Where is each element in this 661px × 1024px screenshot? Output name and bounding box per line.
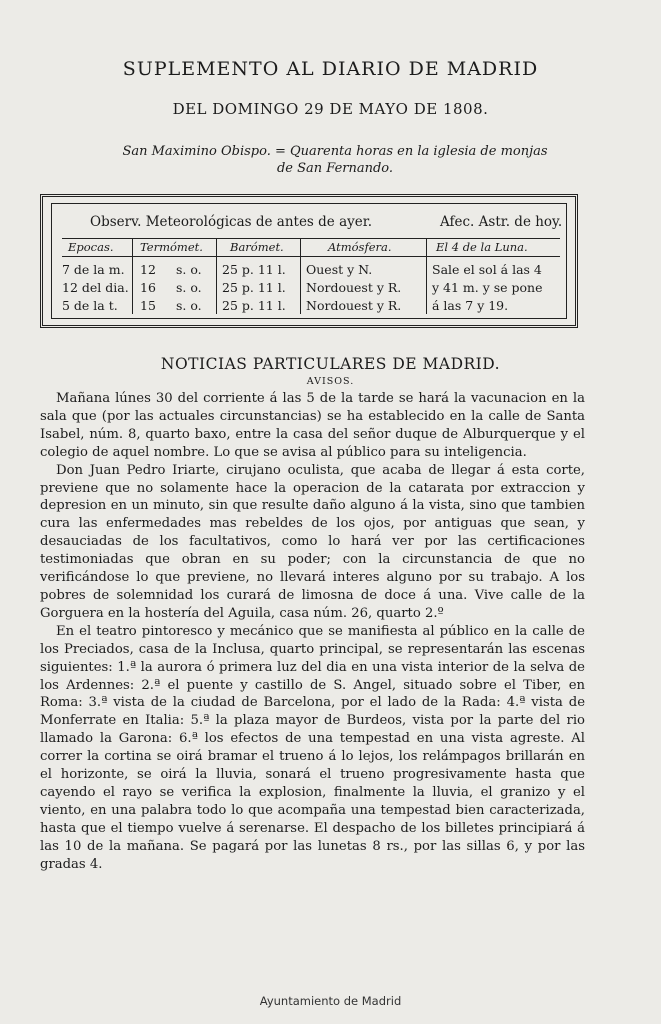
saints-line-1: San Maximino Obispo. = Quarenta horas en la iglesia de monjas — [122, 144, 548, 159]
cell-epoca: 5 de la t. — [62, 298, 118, 313]
cell-temp: 12 — [140, 262, 156, 277]
cell-epoca: 7 de la m. — [62, 262, 125, 277]
cell-baro: 25 p. 11 l. — [222, 280, 286, 295]
cell-so: s. o. — [176, 298, 202, 313]
col-header-epocas: Epocas. — [68, 240, 114, 254]
cell-so: s. o. — [176, 280, 202, 295]
cell-astro: á las 7 y 19. — [432, 298, 509, 313]
cell-atmos: Nordouest y R. — [306, 280, 402, 295]
cell-temp: 15 — [140, 298, 156, 313]
col-header-baromet: Barómet. — [230, 240, 284, 254]
cell-astro: Sale el sol á las 4 — [432, 262, 542, 277]
subsection-title: AVISOS. — [306, 376, 355, 387]
cell-epoca: 12 del dia. — [62, 280, 129, 295]
section-title: NOTICIAS PARTICULARES DE MADRID. — [160, 355, 501, 373]
page-title: SUPLEMENTO AL DIARIO DE MADRID — [122, 58, 539, 80]
paragraph: Don Juan Pedro Iriarte, cirujano oculista, que acaba de llegar á esta corte, previene que no solamente hace la operacion de la catarata por extraccion y depresion en un minuto, sin que resulte daño alguno á la vista, sino que tambien cura las enfermedades mas rebeldes de los ojos, por antiguas que sean, y desauciadas de los facultativos, como lo hará ver por las certificaciones testimoniadas que obran en su poder; con la circunstancia de que no verificándose lo que previene, no llevará interes alguno por su trabajo. A los pobres de solemnidad los curará de limosna de doce á una. Vive calle de la Gorguera en la hostería del Aguila, casa núm. 26, quarto 2.º — [40, 462, 585, 621]
article-body — [40, 390, 585, 873]
cell-atmos: Nordouest y R. — [306, 298, 402, 313]
date-line: DEL DOMINGO 29 DE MAYO DE 1808. — [172, 100, 489, 118]
archive-footer: Ayuntamiento de Madrid — [259, 994, 402, 1008]
weather-table — [40, 194, 578, 328]
weather-header-left: Observ. Meteorológicas de antes de ayer. — [90, 214, 373, 230]
saints-line-2: de San Fernando. — [276, 161, 394, 176]
table-rule — [62, 238, 560, 239]
saints-note — [50, 143, 620, 177]
paragraph: Mañana lúnes 30 del corriente á las 5 de la tarde se hará la vacunacion en la sala que (por las actuales circunstancias) se ha establecido en la calle de Santa Isabel, núm. 8, quarto baxo, entre la casa del señor duque de Alburquerque y el colegio de aquel nombre. Lo que se avisa al público para su inteligencia. — [40, 391, 585, 460]
cell-baro: 25 p. 11 l. — [222, 262, 286, 277]
table-rule — [62, 256, 560, 257]
cell-so: s. o. — [176, 262, 202, 277]
weather-header-right: Afec. Astr. de hoy. — [440, 214, 563, 230]
col-header-luna: El 4 de la Luna. — [436, 240, 528, 254]
col-header-atmosfera: Atmósfera. — [328, 240, 392, 254]
col-header-termomet: Termómet. — [140, 240, 203, 254]
cell-astro: y 41 m. y se pone — [432, 280, 543, 295]
cell-atmos: Ouest y N. — [306, 262, 373, 277]
table-row — [52, 298, 566, 315]
cell-temp: 16 — [140, 280, 156, 295]
table-row — [52, 280, 566, 297]
table-row — [52, 262, 566, 279]
weather-table-frame — [51, 203, 567, 319]
paragraph: En el teatro pintoresco y mecánico que se manifiesta al público en la calle de los Preciados, casa de la Inclusa, quarto principal, se representarán las escenas siguientes: 1.ª la aurora ó primera luz del dia en una vista interior de la selva de los Ardennes: 2.ª el puente y castillo de S. Angel, situado sobre el Tiber, en Roma: 3.ª vista de la ciudad de Barcelona, por el lado de la Rada: 4.ª vista de Monferrate en Italia: 5.ª la plaza mayor de Burdeos, vista por la parte del rio llamado la Garona: 6.ª los efectos de una tempestad en una vista agreste. Al correr la cortina se oirá bramar el trueno á lo lejos, los relámpagos brillarán en el horizonte, se oirá la lluvia, sonará el trueno progresivamente hasta que cayendo el rayo se verifica la explosion, finalmente la lluvia, el granizo y el viento, en una palabra todo lo que acompaña una tempestad bien caracterizada, hasta que el tiempo vuelve á serenarse. El despacho de los billetes principiará á las 10 de la mañana. Se pagará por las lunetas 8 rs., por las sillas 6, y por las gradas 4. — [40, 623, 585, 872]
cell-baro: 25 p. 11 l. — [222, 298, 286, 313]
